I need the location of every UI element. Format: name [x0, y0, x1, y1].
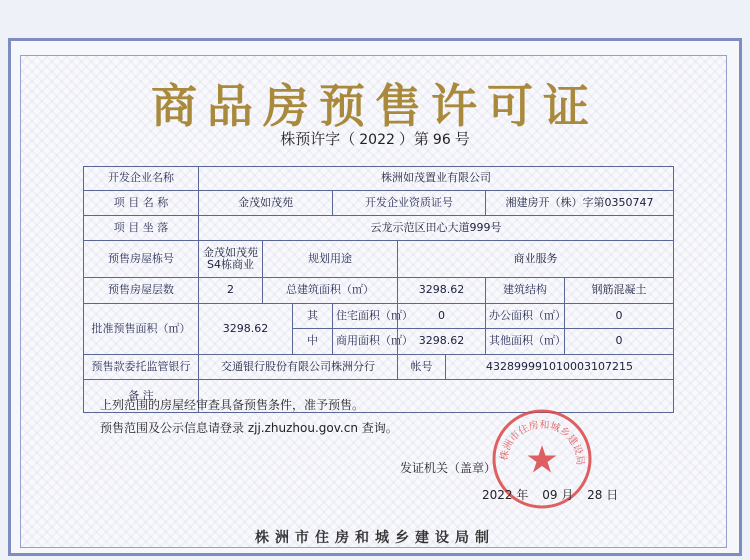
bank-value: 交通银行股份有限公司株洲分行	[199, 354, 398, 380]
developer-label: 开发企业名称	[84, 167, 199, 191]
bank-label: 预售款委托监管银行	[84, 354, 199, 380]
permit-prefix: 株预许字（	[280, 130, 356, 148]
seal-text: 株洲市住房和城乡建设局	[498, 419, 586, 466]
approved-area-label: 批准预售面积（㎡）	[84, 303, 199, 354]
presale-info-table	[83, 166, 674, 413]
building-no-value: 金茂如茂苑S4栋商业	[199, 241, 263, 278]
other-label: 其他面积（㎡）	[486, 329, 565, 355]
public-info-note: 预售范围及公示信息请登录 zjj.zhuzhou.gov.cn 查询。	[100, 421, 398, 435]
table-row	[84, 191, 674, 215]
issue-day: 28	[587, 488, 603, 502]
qualification-label: 开发企业资质证号	[333, 191, 486, 215]
residential-label: 住宅面积（㎡）	[333, 303, 398, 329]
commercial-label: 商用面积（㎡）	[333, 329, 398, 355]
office-label: 办公面积（㎡）	[486, 303, 565, 329]
structure-label: 建筑结构	[486, 278, 565, 304]
floors-label: 预售房屋层数	[84, 278, 199, 304]
permit-number: 96	[432, 132, 451, 148]
issue-month-unit: 月	[561, 488, 574, 502]
issue-date	[482, 486, 618, 503]
project-name-label: 项 目 名 称	[84, 191, 199, 215]
planned-use-value: 商业服务	[398, 241, 674, 278]
location-label: 项 目 坐 落	[84, 215, 199, 241]
issue-day-unit: 日	[606, 488, 619, 502]
issue-year: 2022	[482, 488, 513, 502]
presale-approval-note: 上列范围的房屋经审查具备预售条件，准予预售。	[100, 398, 365, 412]
permit-year: 2022	[359, 132, 395, 148]
remarks-label: 备 注	[84, 380, 199, 413]
account-label: 帐号	[398, 354, 446, 380]
qualification-value: 湘建房开（株）字第0350747	[486, 191, 674, 215]
structure-value: 钢筋混凝土	[565, 278, 674, 304]
permit-mid: ）第	[398, 130, 429, 148]
office-value: 0	[565, 303, 674, 329]
issue-month: 09	[542, 488, 558, 502]
permit-suffix: 号	[454, 130, 470, 148]
table-row	[84, 354, 674, 380]
table-row	[84, 278, 674, 304]
seal-star-icon	[528, 445, 557, 473]
certificate-title: 商品房预售许可证	[151, 79, 599, 133]
residential-value: 0	[398, 303, 486, 329]
floors-value: 2	[199, 278, 263, 304]
table-row	[84, 241, 674, 278]
table-row	[84, 167, 674, 191]
other-value: 0	[565, 329, 674, 355]
permit-number-line	[0, 128, 750, 149]
approved-area-value: 3298.62	[199, 303, 293, 354]
total-area-label: 总建筑面积（㎡）	[263, 278, 398, 304]
among-char-2: 中	[293, 329, 333, 355]
building-no-label: 预售房屋栋号	[84, 241, 199, 278]
planned-use-label: 规划用途	[263, 241, 398, 278]
developer-value: 株洲如茂置业有限公司	[199, 167, 674, 191]
commercial-value: 3298.62	[398, 329, 486, 355]
issuer-footer: 株洲市住房和城乡建设局制	[255, 530, 495, 546]
account-value: 432899991010003107215	[446, 354, 674, 380]
table-row	[84, 303, 674, 329]
among-char-1: 其	[293, 303, 333, 329]
issue-year-unit: 年	[516, 488, 529, 502]
total-area-value: 3298.62	[398, 278, 486, 304]
issuing-authority: 发证机关（盖章）	[400, 461, 497, 475]
location-value: 云龙示范区田心大道999号	[199, 215, 674, 241]
table-row	[84, 215, 674, 241]
project-name-value: 金茂如茂苑	[199, 191, 333, 215]
